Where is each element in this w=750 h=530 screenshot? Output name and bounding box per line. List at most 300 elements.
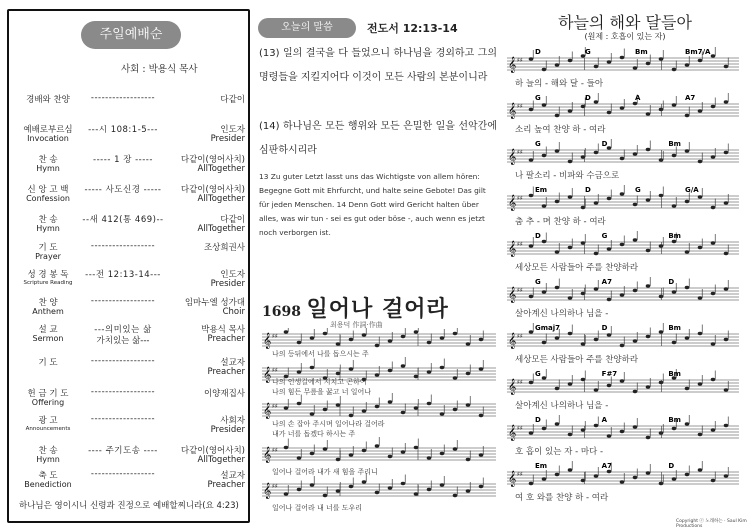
worship-row [17,213,245,237]
row-item-ko: 성 경 봉 독 [27,270,69,280]
chord-label: G [535,140,541,148]
treble-clef: 𝄞 [508,241,517,257]
row-leader: 설교자 [220,358,245,368]
note-head [453,376,458,379]
note-head [310,483,315,486]
row-item-ko: 신 앙 고 백 [27,185,69,195]
note-head [633,66,638,69]
row-leader: 다같이(영어사치) [180,446,245,456]
note-head [607,470,612,473]
worship-row [17,123,245,147]
note-head [542,204,547,207]
hymn-lyric-line: 나의 등뒤에서 나를 돕으시는 주 [272,350,369,358]
note-head [440,336,445,339]
row-detail: ---- 주기도송 ---- [88,446,158,456]
note-head [711,105,716,108]
note-head [646,62,651,65]
note-head [685,200,690,203]
note-head [607,60,612,63]
key-signature: ♯♯ [272,447,278,454]
worship-row [17,93,245,117]
note-head [685,473,690,476]
row-detail: --새 412(통 469)-- [82,215,164,225]
copyright-note: Copyright ⓒ 노래하는 · Saul Kim Productions [676,519,747,529]
row-detail: ------------------ [90,241,156,251]
row-item-ko: 찬 송 [38,215,58,225]
note-head [323,332,328,335]
note-head [633,425,638,428]
chord-label: D [585,94,591,102]
note-head [672,477,677,480]
note-head [414,330,419,333]
verse-14-korean: (14) 하나님은 모든 행위와 모든 은밀한 일을 선악간에 심판하시리라 [259,121,497,156]
note-head [659,295,664,298]
note-head [711,479,716,482]
chord-label: A [635,94,641,102]
key-signature: ♯♯ [272,483,278,490]
key-signature: ♯♯ [272,403,278,410]
note-head [646,436,651,439]
note-head [401,411,406,414]
note-head [529,244,534,247]
note-head [659,482,664,485]
chord-label: D [668,462,675,470]
row-leader: 인도자 [220,270,245,280]
note-head [414,375,419,378]
chord-label: D [601,140,608,148]
row-leader-en: Presider [210,279,245,289]
note-head [698,59,703,62]
key-signature: ♯♯ [272,367,278,374]
chord-label: D [535,232,541,240]
note-head [698,195,703,198]
note-head [646,148,651,151]
note-head [542,240,547,243]
hymn-title [262,292,449,323]
note-head [659,381,664,384]
note-head [711,155,716,158]
row-detail: ------------------ [90,93,156,103]
treble-clef: 𝄞 [263,483,272,499]
hymn-sheet-music [258,328,500,524]
treble-clef: 𝄞 [263,447,272,463]
note-head [724,287,729,290]
todays-word-badge: 오늘의 말씀 [258,18,356,38]
verse-13-korean: (13) 일의 결국을 다 들었으니 하나님을 경외하고 그의 명령들을 지킬지어다 이것이 모든 사람의 본분이니라 [259,48,497,83]
note-head [724,388,729,391]
note-head [375,373,380,376]
note-head [529,330,534,333]
note-head [620,430,625,433]
treble-clef: 𝄞 [263,367,272,383]
note-head [568,109,573,112]
row-detail: ------------------ [90,296,156,306]
note-head [362,449,367,452]
key-signature: ♯♯ [517,471,523,478]
note-head [698,246,703,249]
note-head [323,408,328,411]
hymn-author: 최용덕 作詞·作曲 [330,321,383,329]
note-head [607,333,612,336]
note-head [672,103,677,106]
note-head [620,56,625,59]
note-head [284,406,289,409]
note-head [685,286,690,289]
key-signature: ♯♯ [517,149,523,156]
row-item-en: Scripture Reading [23,280,73,286]
note-head [607,247,612,250]
order-of-worship-title: 주일예배순 [81,21,181,49]
song-lyric-line: 하 늘의 - 해와 달 - 들아 [515,79,604,89]
note-head [633,289,638,292]
note-head [646,249,651,252]
note-head [698,160,703,163]
worship-row [17,356,245,380]
note-head [414,492,419,495]
note-head [711,292,716,295]
note-head [698,382,703,385]
note-head [659,57,664,60]
note-head [362,409,367,412]
verse-german: 13 Zu guter Letzt lasst uns das Wichtigste von allem hören: Begegne Gott mit Ehrfurcht, und halte seine Gebote! Das gilt für jeden Menschen. 14 Denn Gott wird Gericht halten über alles, was wir tun - sei es gut oder böse -, auch wenn es jetzt noch verborgen ist. [259,172,486,237]
row-item-ko: 예배로부르심 [23,125,73,135]
treble-clef: 𝄞 [508,57,517,73]
note-head [310,412,315,415]
note-head [646,284,651,287]
row-item-ko: 헌 금 기 도 [27,389,69,399]
note-head [336,372,341,375]
note-head [297,488,302,491]
row-detail: ---시 108:1-5--- [88,125,158,135]
note-head [466,372,471,375]
chord-label: A7 [601,278,612,286]
treble-clef: 𝄞 [508,379,517,395]
song-lyric-line: 춤 추 - 며 찬양 하 - 여라 [515,217,606,227]
chord-label: G [535,370,541,378]
row-detail: ------------------ [90,387,156,397]
note-head [633,390,638,393]
row-leader: 조상희권사 [203,243,245,253]
note-head [633,238,638,241]
note-head [284,330,289,333]
note-head [362,480,367,483]
note-head [672,427,677,430]
note-head [555,286,560,289]
note-head [427,402,432,405]
row-leader: 다같이 [220,215,245,225]
row-leader: 설교자 [220,471,245,481]
row-leader-en: Preacher [207,367,245,377]
note-head [555,200,560,203]
chord-label: Bm [668,324,681,332]
note-head [685,387,690,390]
note-head [336,342,341,345]
note-head [479,338,484,341]
note-head [414,446,419,449]
row-item-en: Hymn [36,224,60,233]
note-head [724,151,729,154]
note-head [284,492,289,495]
note-head [310,366,315,369]
note-head [711,241,716,244]
note-head [633,102,638,105]
chord-label: D [535,416,541,424]
note-head [401,335,406,338]
note-head [375,491,380,494]
note-head [711,54,716,57]
note-head [672,341,677,344]
note-head [427,370,432,373]
scripture-reference: 전도서 12:13-14 [367,22,458,35]
key-signature: ♯♯ [517,195,523,202]
row-leader-en: Presider [210,134,245,144]
note-head [568,382,573,385]
note-head [620,192,625,195]
note-head [555,387,560,390]
row-leader: 다같이 [220,95,245,105]
note-head [659,108,664,111]
row-item-ko: 기 도 [38,358,58,368]
note-head [633,203,638,206]
chord-label: G/A [685,186,699,194]
treble-clef: 𝄞 [508,287,517,303]
note-head [427,341,432,344]
note-head [607,111,612,114]
leader-line: 사회 : 박용식 목사 [121,64,198,75]
note-head [724,474,729,477]
note-head [620,379,625,382]
note-head [685,336,690,339]
song-lyric-line: 소리 높여 찬양 하 - 여라 [515,125,606,135]
treble-clef: 𝄞 [508,195,517,211]
worship-row [17,323,245,347]
worship-row [17,268,245,292]
chord-label: Bm [668,232,681,240]
note-head [672,204,677,207]
key-signature: ♯♯ [517,425,523,432]
note-head [427,488,432,491]
note-head [659,431,664,434]
chord-label: D [535,48,541,56]
note-head [698,433,703,436]
row-detail: ---전 12:13-14--- [85,270,161,280]
note-head [672,68,677,71]
note-head [724,65,729,68]
note-head [453,332,458,335]
key-signature: ♯♯ [517,103,523,110]
note-head [479,453,484,456]
note-head [542,154,547,157]
worship-row [17,387,245,411]
song-lyric-line: 살아계신 나의하나 님을 - [515,309,609,319]
treble-clef: 𝄞 [508,149,517,165]
row-detail: ------------------ [90,414,156,424]
note-head [440,366,445,369]
note-head [362,333,367,336]
note-head [349,453,354,456]
note-head [698,109,703,112]
note-head [453,408,458,411]
row-item-en: Prayer [35,252,61,261]
note-head [466,342,471,345]
chord-label: D [585,186,591,194]
note-head [388,339,393,342]
row-leader-en: Choir [222,307,245,317]
song-lyric-line: 세상모든 사람들아 주를 찬양하라 [515,355,639,365]
note-head [529,194,534,197]
note-head [542,290,547,293]
note-head [529,158,534,161]
row-item-ko: 찬 송 [38,155,58,165]
row-item-ko: 기 도 [38,243,58,253]
row-item-ko: 축 도 [38,471,58,481]
note-head [594,474,599,477]
note-head [594,201,599,204]
note-head [607,298,612,301]
note-head [297,456,302,459]
note-head [375,344,380,347]
hymn-lyric-line: 나의 힘든 무릎을 꿇고 너 일어나 [272,388,372,396]
row-leader: 인도자 [220,125,245,135]
note-head [453,494,458,497]
chord-label: D [601,324,608,332]
note-head [310,336,315,339]
note-head [685,63,690,66]
row-leader-en: Presider [210,425,245,435]
note-head [323,447,328,450]
note-head [297,402,302,405]
note-head [594,252,599,255]
note-head [542,341,547,344]
note-head [349,414,354,417]
note-head [479,485,484,488]
note-head [453,447,458,450]
note-head [646,385,651,388]
note-head [633,339,638,342]
note-head [568,59,573,62]
row-item-ko: 설 교 [38,325,58,335]
row-leader: 이양재집사 [203,389,245,399]
note-head [542,103,547,106]
chord-label: A7 [601,462,612,470]
note-head [620,293,625,296]
note-head [349,367,354,370]
note-head [542,376,547,379]
note-head [529,108,534,111]
row-item-en: Anthem [32,307,64,316]
note-head [620,243,625,246]
note-head [466,458,471,461]
note-head [672,290,677,293]
row-item-en: Invocation [27,134,69,143]
chord-label: G [535,94,541,102]
worship-row [17,414,245,438]
note-head [349,338,354,341]
note-head [375,444,380,447]
note-head [284,446,289,449]
hymn-lyric-line: 내가 너를 돕겠다 하시는 주 [272,430,356,438]
song-lyric-line: 여 호 와를 찬양 하 - 여라 [515,493,609,503]
hymn-number: 1698 [262,304,301,320]
note-head [724,424,729,427]
row-leader: 박용식 목사 [201,325,245,335]
worship-row [17,153,245,177]
note-head [568,195,573,198]
note-head [388,486,393,489]
row-detail: ------------------ [90,356,156,366]
note-head [388,369,393,372]
worship-row [17,469,245,493]
song-lyric-line: 세상모든 사람들아 주를 찬양하라 [515,263,639,273]
chord-label: Bm7/A [685,48,711,56]
note-head [310,452,315,455]
row-leader-en: AllTogether [197,224,245,234]
note-head [568,433,573,436]
note-head [568,468,573,471]
note-head [542,68,547,71]
note-head [555,422,560,425]
worship-row [17,444,245,468]
note-head [724,338,729,341]
treble-clef: 𝄞 [508,425,517,441]
note-head [440,412,445,415]
row-item-en: Announcements [25,426,71,432]
note-head [555,250,560,253]
chord-label: Bm [668,140,681,148]
note-head [555,114,560,117]
note-head [685,250,690,253]
note-head [646,112,651,115]
worship-row [17,183,245,207]
chord-label: G [585,48,591,56]
note-head [466,403,471,406]
note-head [466,489,471,492]
chord-label: Bm [668,370,681,378]
note-head [711,342,716,345]
worship-row [17,296,245,320]
note-head [388,455,393,458]
treble-clef: 𝄞 [508,103,517,119]
note-head [375,405,380,408]
note-head [711,428,716,431]
note-head [594,65,599,68]
note-head [685,149,690,152]
song-subtitle: (원제 : 호흡이 있는 자) [584,32,666,41]
note-head [555,63,560,66]
chord-label: Gmaj7 [535,324,561,332]
note-head [659,244,664,247]
row-detail: ---의미있는 삶 [94,325,152,335]
worship-row [17,241,245,265]
note-head [479,367,484,370]
note-head [607,434,612,437]
note-head [568,160,573,163]
note-head [633,476,638,479]
chord-label: G [601,232,608,240]
chord-label: A [601,416,608,424]
note-head [336,458,341,461]
row-item-en: Hymn [36,164,60,173]
row-item-en: Hymn [36,455,60,464]
hymn-lyric-line: 나의 손 잡아 주시며 일어나라 걸어라 [272,420,385,428]
note-head [479,414,484,417]
row-leader-en: Preacher [207,334,245,344]
row-item-ko: 광 고 [38,416,58,426]
note-head [724,100,729,103]
note-head [529,431,534,434]
note-head [440,452,445,455]
chord-label: Em [535,462,548,470]
